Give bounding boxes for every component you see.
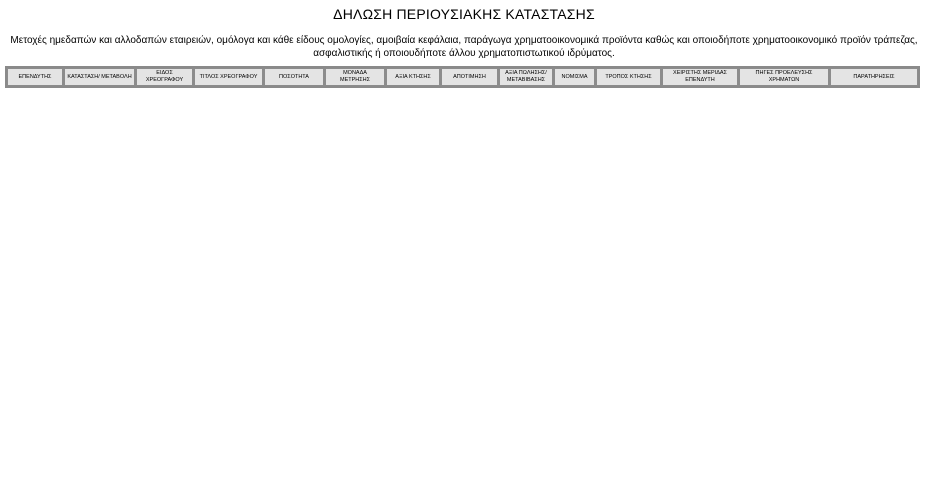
column-header-currency: ΝΟΜΙΣΜΑ — [554, 68, 596, 86]
column-header-status-change: ΚΑΤΑΣΤΑΣΗ/ ΜΕΤΑΒΟΛΗ — [64, 68, 136, 86]
column-header-valuation: ΑΠΟΤΙΜΗΣΗ — [441, 68, 499, 86]
column-header-acquisition-method: ΤΡΟΠΟΣ ΚΤΗΣΗΣ — [596, 68, 662, 86]
column-header-investor: ΕΠΕΝΔΥΤΗΣ — [7, 68, 64, 86]
page-title: ΔΗΛΩΣΗ ΠΕΡΙΟΥΣΙΑΚΗΣ ΚΑΤΑΣΤΑΣΗΣ — [333, 6, 595, 22]
column-header-remarks: ΠΑΡΑΤΗΡΗΣΕΙΣ — [830, 68, 918, 86]
column-header-portfolio-manager: ΧΕΙΡΙΣΤΗΣ ΜΕΡΙΔΑΣ ΕΠΕΝΔΥΤΗ — [662, 68, 739, 86]
page-subtitle: Μετοχές ημεδαπών και αλλοδαπών εταιρειών, ομόλογα και κάθε είδους ομολογίες, αμοιβαία κεφάλαια, παράγωγα χρηματοοικονομικά προϊόντα καθώς και οποιοδήποτε χρηματοοικονομικό προϊόν τράπεζας, ασφαλιστικής ή οποιουδήποτε άλλου χρηματοπιστωτικού ιδρύματος. — [10, 35, 918, 59]
column-header-security-title: ΤΙΤΛΟΣ ΧΡΕΟΓΡΑΦΟΥ — [194, 68, 264, 86]
table-header-row — [7, 68, 918, 86]
column-header-sale-value: ΑΞΙΑ ΠΩΛΗΣΗΣ/ ΜΕΤΑΒΙΒΑΣΗΣ — [499, 68, 554, 86]
column-header-quantity: ΠΟΣΟΤΗΤΑ — [264, 68, 325, 86]
column-header-sources-of-funds: ΠΗΓΕΣ ΠΡΟΕΛΕΥΣΗΣ ΧΡΗΜΑΤΩΝ — [739, 68, 830, 86]
column-header-acquisition-value: ΑΞΙΑ ΚΤΗΣΗΣ — [386, 68, 441, 86]
asset-declaration-table — [5, 66, 920, 88]
column-header-unit-of-measure: ΜΟΝΑΔΑ ΜΕΤΡΗΣΗΣ — [325, 68, 386, 86]
column-header-security-type: ΕΙΔΟΣ ΧΡΕΟΓΡΑΦΟΥ — [136, 68, 194, 86]
